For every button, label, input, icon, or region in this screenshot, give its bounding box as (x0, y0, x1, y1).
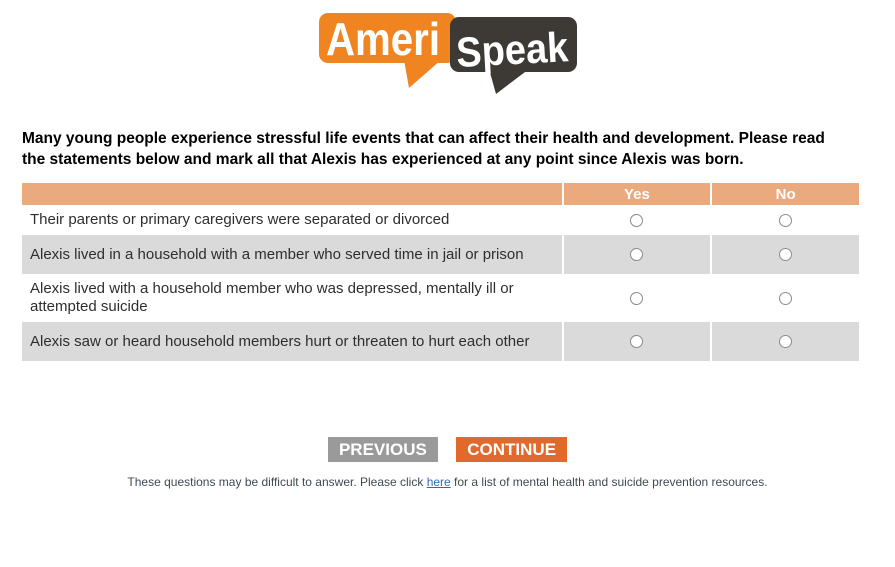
resources-link[interactable]: here (426, 475, 451, 489)
statement-text: Alexis saw or heard household members hurt or threaten to hurt each other (22, 322, 562, 361)
table-row (22, 235, 859, 274)
table-header-row (22, 183, 859, 205)
resources-note (0, 475, 895, 489)
statement-text: Alexis lived with a household member who was depressed, mentally ill or attempted suicide (22, 276, 562, 320)
no-column-header: No (712, 183, 859, 205)
ace-questions-table (20, 181, 861, 363)
table-row (22, 207, 859, 233)
amerispeak-logo-icon (319, 10, 577, 100)
logo-text-speak: Speak (454, 22, 577, 76)
yes-column-header: Yes (564, 183, 711, 205)
radio-no[interactable] (779, 292, 792, 305)
radio-yes[interactable] (630, 335, 643, 348)
navigation-buttons (0, 437, 895, 462)
continue-button[interactable]: CONTINUE (456, 437, 567, 462)
resources-note-after: for a list of mental health and suicide prevention resources. (450, 475, 768, 489)
radio-no[interactable] (779, 214, 792, 227)
statement-text: Their parents or primary caregivers were separated or divorced (22, 207, 562, 233)
radio-yes[interactable] (630, 292, 643, 305)
table-row (22, 276, 859, 320)
radio-yes[interactable] (630, 214, 643, 227)
radio-no[interactable] (779, 335, 792, 348)
radio-yes[interactable] (630, 248, 643, 261)
previous-button[interactable]: PREVIOUS (328, 437, 438, 462)
statement-column-header (22, 183, 562, 205)
resources-note-before: These questions may be difficult to answer. Please click (127, 475, 427, 489)
radio-no[interactable] (779, 248, 792, 261)
statement-text: Alexis lived in a household with a member who served time in jail or prison (22, 235, 562, 274)
table-row (22, 322, 859, 361)
amerispeak-logo (0, 0, 895, 105)
logo-text-ameri: Ameri (325, 13, 440, 65)
survey-instructions: Many young people experience stressful life events that can affect their health and development. Please read the statements below and mark all that Alexis has experienced at any point since Alexis was born. (22, 130, 825, 168)
